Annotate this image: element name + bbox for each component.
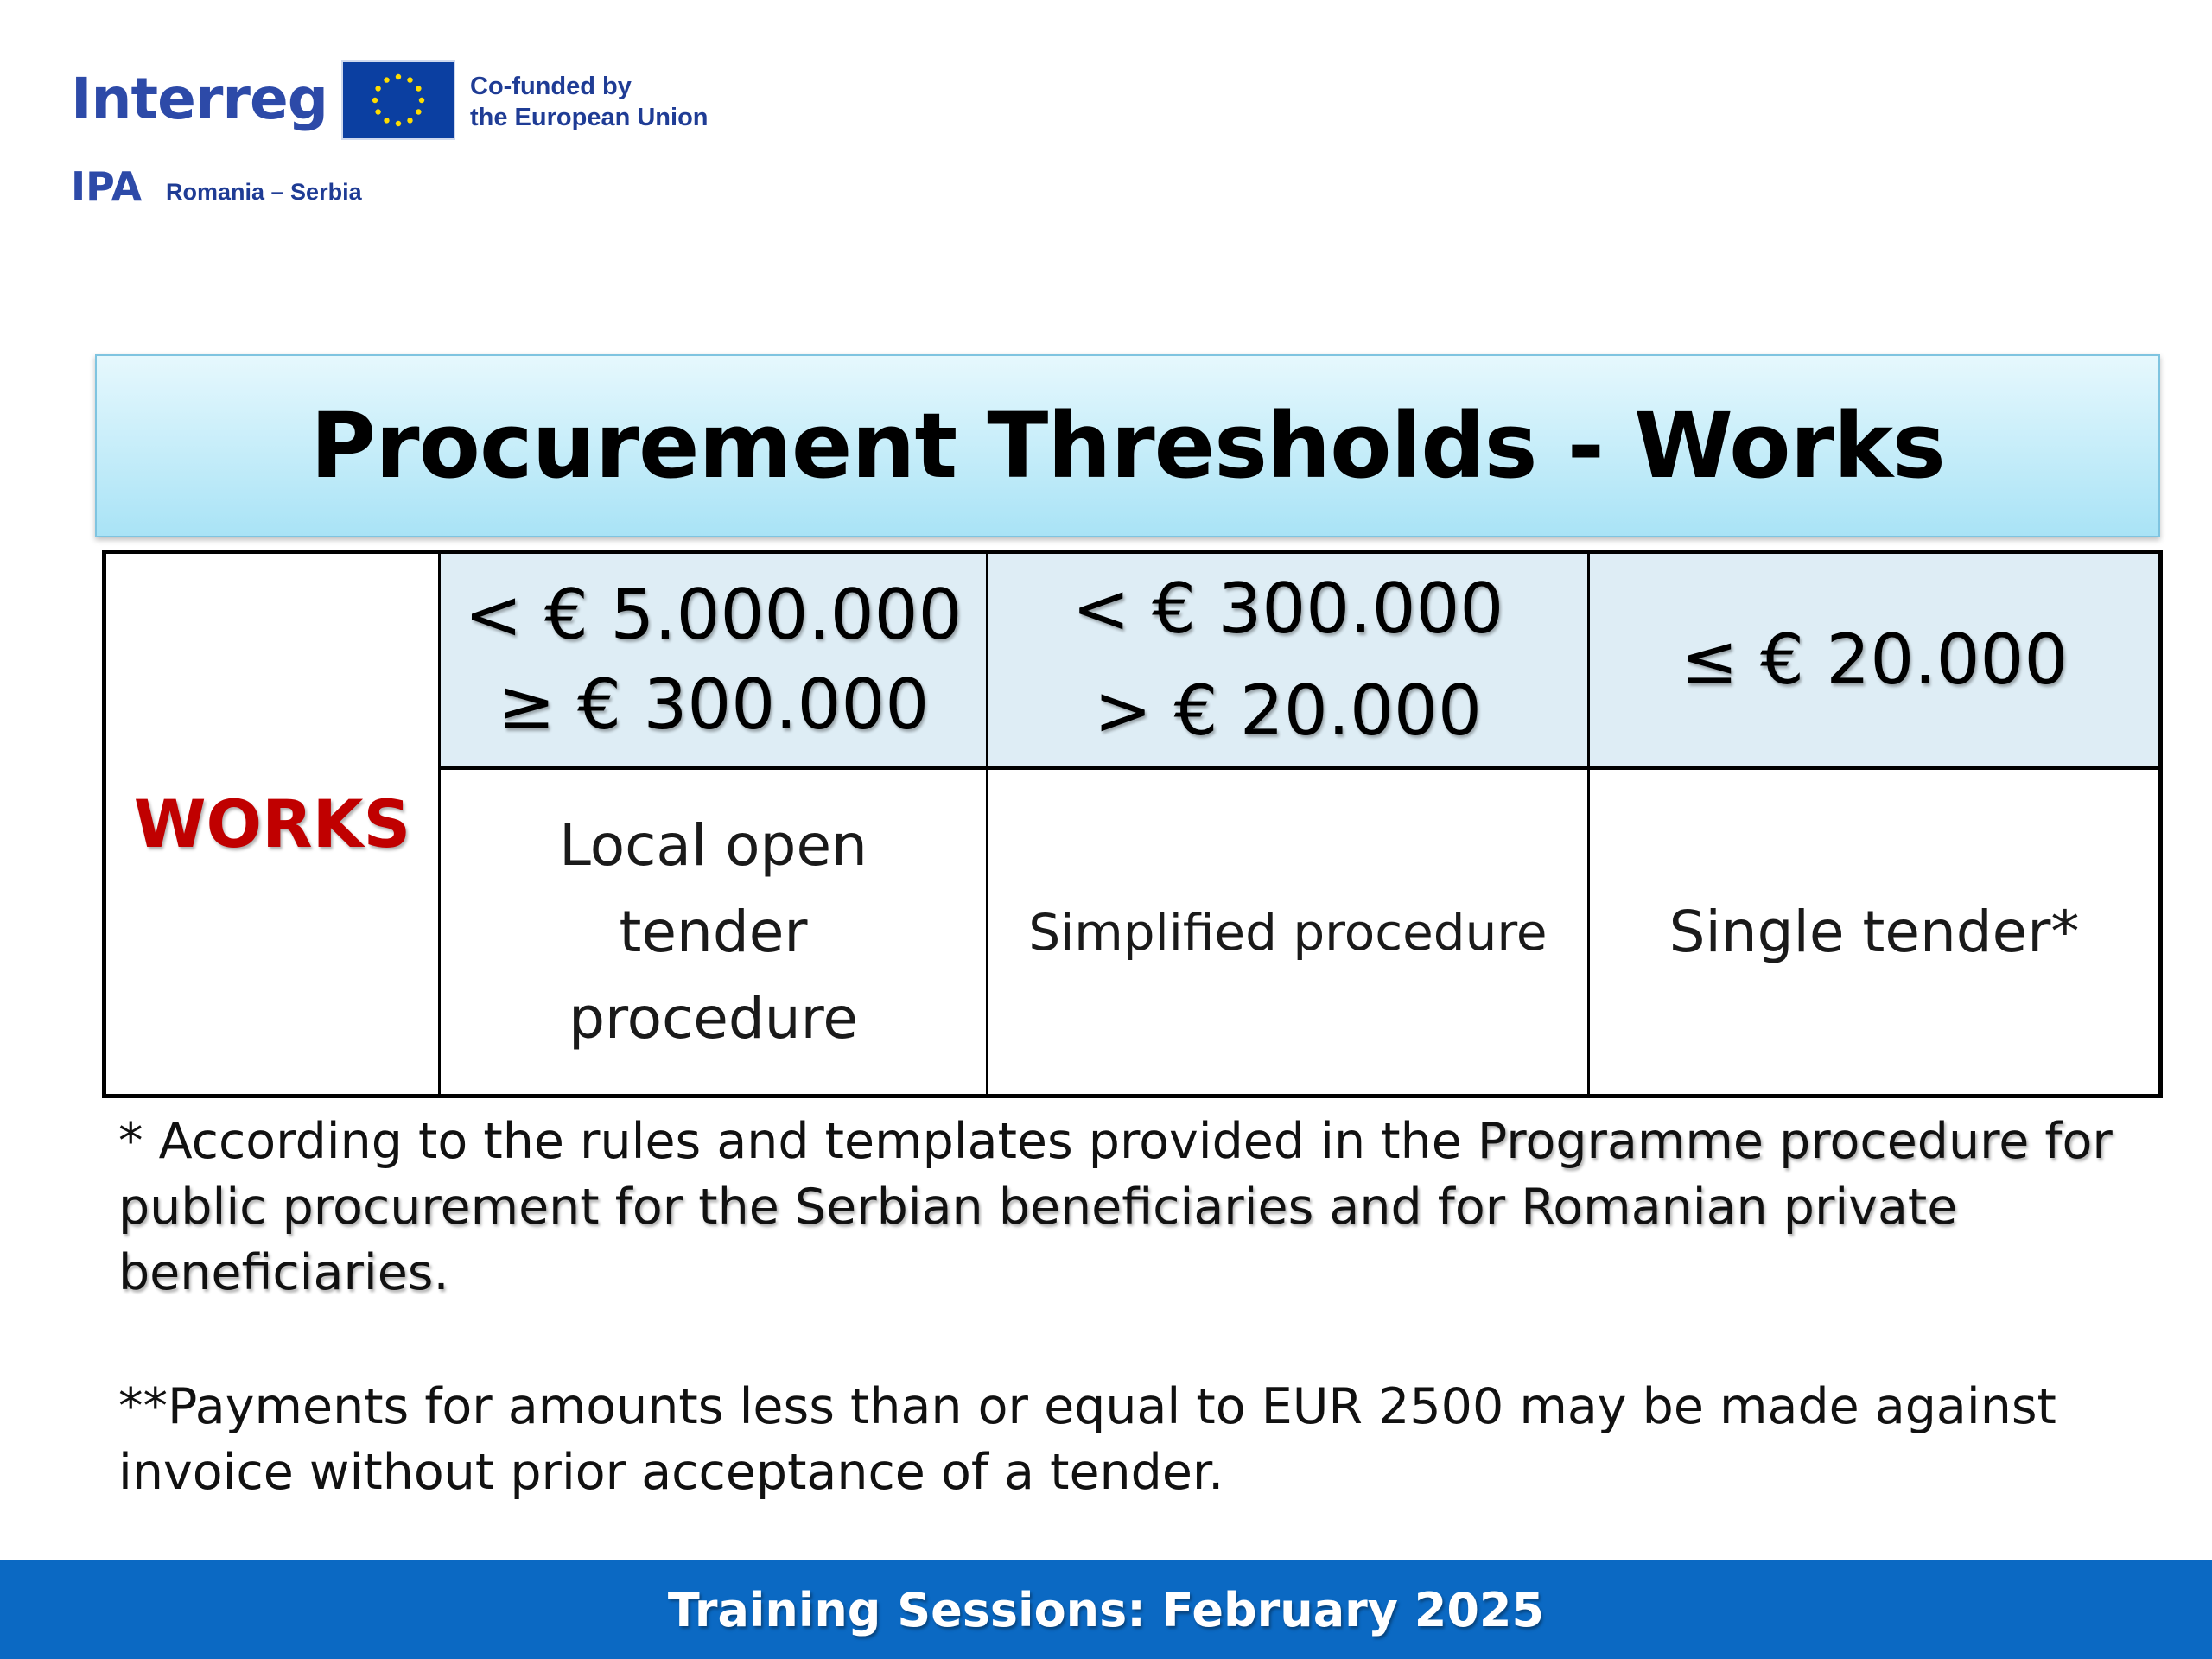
eu-star-icon: [375, 109, 380, 114]
procedure-1-line1: Local open: [559, 811, 868, 879]
procedure-1-line3: procedure: [569, 984, 858, 1052]
cofunded-line2: the European Union: [470, 104, 709, 131]
eu-star-icon: [416, 109, 421, 114]
procedure-cell-3: [1589, 768, 2161, 1096]
eu-star-icon: [384, 77, 389, 82]
procedure-cell-1: [440, 768, 988, 1096]
interreg-logo: [71, 59, 728, 223]
slide-title: Procurement Thresholds - Works: [310, 393, 1945, 499]
footer-bar: [0, 1560, 2212, 1659]
eu-star-icon: [396, 74, 401, 79]
eu-flag-icon: [341, 60, 455, 140]
threshold-cell-1: [440, 552, 988, 768]
footnote-2: **Payments for amounts less than or equal to EUR 2500 may be made against invoice without prior acceptance of a tender.: [118, 1378, 2056, 1501]
eu-star-icon: [375, 86, 380, 91]
eu-star-icon: [416, 86, 421, 91]
eu-star-icon: [372, 98, 378, 103]
footnote-1-text: * According to the rules and templates provided in the: [118, 1113, 1478, 1170]
logo-brand: Interreg: [71, 66, 327, 132]
procedure-cell-2: [988, 768, 1589, 1096]
eu-star-icon: [396, 121, 401, 126]
thresholds-table: [102, 550, 2163, 1098]
procedure-1-line2: tender: [619, 898, 808, 965]
eu-star-icon: [407, 77, 412, 82]
threshold-cell-3: [1589, 552, 2161, 768]
footnote-1-emphasis: Programme procedure for public procurement for the Serbian beneficiaries and for Romanian private beneficiaries.: [118, 1113, 2113, 1301]
works-row-label: WORKS: [105, 552, 440, 1096]
threshold-2-upper: < € 300.000: [1071, 568, 1504, 649]
cofunded-line1: Co-funded by: [470, 73, 632, 100]
procedure-3: Single tender*: [1669, 899, 2080, 965]
threshold-1-upper: < € 5.000.000: [464, 574, 963, 655]
ipa-label: IPA: [71, 163, 143, 210]
threshold-1-lower: ≥ € 300.000: [497, 664, 930, 745]
region-label: Romania – Serbia: [166, 179, 362, 205]
eu-star-icon: [407, 118, 412, 123]
eu-star-icon: [384, 118, 389, 123]
procedure-2: Simplified procedure: [1028, 902, 1548, 962]
footnote-1: [118, 1109, 2132, 1306]
eu-star-icon: [419, 98, 424, 103]
threshold-3: ≤ € 20.000: [1680, 619, 2069, 700]
eu-stars-icon: [343, 62, 454, 138]
table-header-row: [105, 552, 2161, 768]
cofunded-text: [470, 71, 709, 133]
threshold-2-lower: > € 20.000: [1094, 670, 1482, 751]
threshold-cell-2: [988, 552, 1589, 768]
title-bar: [95, 354, 2160, 537]
footer-text: Training Sessions: February 2025: [667, 1582, 1545, 1637]
